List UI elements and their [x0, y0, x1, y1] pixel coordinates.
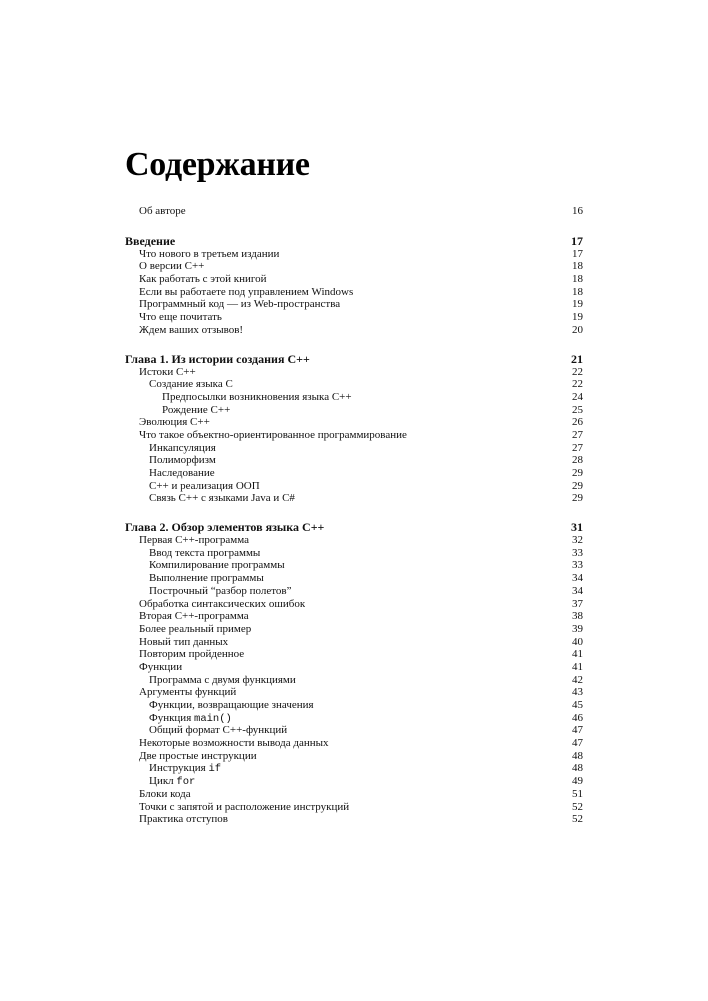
- toc-entry-label: Функции, возвращающие значения: [149, 699, 314, 711]
- toc-entry-label: Точки с запятой и расположение инструкций: [139, 800, 350, 813]
- toc-entry-label: Некоторые возможности вывода данных: [139, 737, 329, 750]
- toc-entry-code: if: [208, 763, 222, 776]
- toc-entry: [125, 775, 583, 788]
- toc-entry-page: 40: [572, 635, 583, 648]
- toc-entry-label: Более реальный пример: [139, 622, 252, 635]
- toc-entry-page: 45: [572, 699, 583, 711]
- toc-entry: [125, 636, 583, 649]
- toc-entry: [125, 442, 583, 455]
- toc-entry-label: Новый тип данных: [139, 635, 229, 648]
- toc-entry-label: Эволюция С++: [139, 416, 210, 429]
- toc-entry: [125, 610, 583, 623]
- toc-chapter-label: Введение: [125, 233, 176, 248]
- toc-entry: [125, 311, 583, 324]
- toc-entry-page: 49: [572, 775, 583, 788]
- toc-entry-label: Истоки С++: [139, 365, 196, 378]
- toc-entry-page: 34: [572, 584, 583, 597]
- toc-entry-code: for: [176, 776, 196, 789]
- page-title: Содержание: [125, 146, 310, 183]
- toc-chapter-2-items: [125, 534, 583, 826]
- toc-entry: [125, 661, 583, 674]
- toc-entry-label: Создание языка С: [149, 378, 233, 391]
- toc-entry: [125, 547, 583, 560]
- toc-entry-label: Блоки кода: [139, 787, 191, 800]
- toc-entry: [125, 674, 583, 687]
- toc-entry-label: Цикл for: [149, 775, 196, 789]
- toc-entry-label: Программа с двумя функциями: [149, 673, 296, 686]
- toc-entry-label: Инкапсуляция: [149, 441, 216, 454]
- toc-entry: [125, 273, 583, 286]
- toc-entry-page: 25: [572, 403, 583, 416]
- toc-entry-page: 28: [572, 454, 583, 467]
- toc-entry: [125, 429, 583, 442]
- toc-entry-page: 33: [572, 559, 583, 572]
- toc-entry: [125, 480, 583, 493]
- toc-entry-label: Что еще почитать: [139, 311, 222, 324]
- toc-entry-label: Программный код — из Web-пространства: [139, 298, 341, 311]
- toc-entry-page: 47: [572, 737, 583, 750]
- toc-entry-page: 26: [572, 416, 583, 429]
- toc-entry-page: 19: [572, 298, 583, 311]
- toc-entry-author: [125, 205, 583, 218]
- toc-entry: [125, 598, 583, 611]
- toc-entry: [125, 699, 583, 712]
- toc-entry: [125, 623, 583, 636]
- toc-entry-page: 24: [572, 390, 583, 403]
- toc-entry-page: 52: [572, 800, 583, 813]
- toc-entry-label: Функция main(): [149, 711, 232, 725]
- toc-chapter-page: 31: [571, 520, 583, 535]
- toc-entry: [125, 762, 583, 775]
- toc-entry: [125, 248, 583, 261]
- toc-entry-page: 32: [572, 534, 583, 547]
- toc-entry-label: Если вы работаете под управлением Windows: [139, 285, 354, 298]
- toc-chapter-label: Глава 2. Обзор элементов языка С++: [125, 520, 325, 535]
- toc-entry-label: Инструкция if: [149, 762, 222, 776]
- toc-entry-label: Ждем ваших отзывов!: [139, 323, 244, 336]
- toc-entry-code: main(): [194, 712, 232, 725]
- toc-entry-page: 38: [572, 610, 583, 623]
- toc-entry-label: Полиморфизм: [149, 454, 216, 467]
- toc-entry: [125, 534, 583, 547]
- toc-entry: [125, 686, 583, 699]
- toc-chapter-2: [125, 520, 583, 534]
- toc-entry: [125, 404, 583, 417]
- toc-entry-label: Предпосылки возникновения языка С++: [162, 390, 352, 403]
- toc-entry: [125, 572, 583, 585]
- toc-entry-label: Что нового в третьем издании: [139, 247, 280, 260]
- toc-entry-label: Об авторе: [139, 205, 186, 217]
- toc-entry-page: 18: [572, 273, 583, 286]
- toc-entry: [125, 416, 583, 429]
- toc-entry-page: 22: [572, 378, 583, 391]
- toc-entry-page: 27: [572, 441, 583, 454]
- toc-entry: [125, 724, 583, 737]
- toc-entry-label: Компилирование программы: [149, 559, 285, 572]
- toc-entry-page: 29: [572, 492, 583, 505]
- toc-entry: [125, 813, 583, 826]
- toc-entry-page: 33: [572, 546, 583, 559]
- toc-entry-label: Повторим пройденное: [139, 648, 245, 661]
- toc-entry: [125, 378, 583, 391]
- toc-entry-page: 43: [572, 686, 583, 699]
- toc-entry-label: Обработка синтаксических ошибок: [139, 597, 306, 610]
- toc-entry-page: 41: [572, 660, 583, 673]
- toc-entry-page: 17: [572, 247, 583, 260]
- toc-entry-page: 41: [572, 648, 583, 661]
- toc-entry: [125, 286, 583, 299]
- toc-entry-label: Что такое объектно-ориентированное программирование: [139, 428, 407, 441]
- toc-entry-label: Вторая С++-программа: [139, 610, 249, 623]
- toc-entry-label: Как работать с этой книгой: [139, 273, 267, 286]
- toc-entry-page: 34: [572, 572, 583, 585]
- toc-entry-page: 18: [572, 285, 583, 298]
- toc-entry: [125, 467, 583, 480]
- toc-entry-page: 22: [572, 365, 583, 378]
- toc-entry-page: 27: [572, 428, 583, 441]
- table-of-contents: [125, 205, 583, 826]
- toc-entry-label: Наследование: [149, 467, 215, 479]
- toc-entry-label: Две простые инструкции: [139, 749, 257, 762]
- toc-entry-page: 39: [572, 622, 583, 635]
- toc-entry: [125, 366, 583, 379]
- toc-entry: [125, 559, 583, 572]
- toc-entry-label: Выполнение программы: [149, 572, 264, 585]
- toc-entry-page: 29: [572, 467, 583, 479]
- toc-chapter-page: 17: [571, 233, 583, 248]
- toc-entry-page: 52: [572, 813, 583, 826]
- toc-chapter-1-items: [125, 366, 583, 506]
- toc-entry-label: Первая С++-программа: [139, 534, 249, 547]
- toc-entry: [125, 712, 583, 725]
- toc-entry-page: 47: [572, 724, 583, 737]
- toc-entry-page: 42: [572, 673, 583, 686]
- toc-entry: [125, 648, 583, 661]
- toc-entry: [125, 298, 583, 311]
- toc-entry-page: 37: [572, 597, 583, 610]
- toc-entry: [125, 454, 583, 467]
- toc-intro-items: [125, 248, 583, 337]
- toc-entry: [125, 737, 583, 750]
- toc-entry-page: 48: [572, 749, 583, 762]
- toc-entry-label: С++ и реализация ООП: [149, 479, 260, 492]
- toc-entry: [125, 324, 583, 337]
- toc-entry-label: Функции: [139, 660, 183, 673]
- toc-entry: [125, 750, 583, 763]
- toc-entry-label: Рождение С++: [162, 403, 231, 416]
- toc-entry-label: Ввод текста программы: [149, 546, 261, 559]
- toc-chapter-label: Глава 1. Из истории создания С++: [125, 351, 310, 366]
- toc-chapter-page: 21: [571, 351, 583, 366]
- toc-entry-page: 19: [572, 311, 583, 324]
- toc-entry: [125, 801, 583, 814]
- toc-entry: [125, 492, 583, 505]
- toc-entry-label: О версии С++: [139, 260, 205, 273]
- toc-entry-label: Общий формат С++-функций: [149, 724, 288, 737]
- toc-entry-page: 16: [572, 205, 583, 217]
- toc-entry: [125, 788, 583, 801]
- toc-entry-label: Аргументы функций: [139, 686, 237, 699]
- toc-chapter-1: [125, 352, 583, 366]
- toc-entry-page: 20: [572, 323, 583, 336]
- toc-entry-page: 18: [572, 260, 583, 273]
- toc-entry-page: 48: [572, 762, 583, 775]
- toc-chapter-intro: [125, 234, 583, 248]
- toc-entry-page: 46: [572, 711, 583, 724]
- toc-entry: [125, 260, 583, 273]
- toc-entry-label: Построчный “разбор полетов”: [149, 584, 292, 597]
- toc-entry-page: 29: [572, 479, 583, 492]
- toc-entry-page: 51: [572, 787, 583, 800]
- toc-entry-label: Связь С++ с языками Java и С#: [149, 492, 295, 505]
- toc-entry: [125, 585, 583, 598]
- toc-entry-label: Практика отступов: [139, 813, 228, 826]
- toc-entry: [125, 391, 583, 404]
